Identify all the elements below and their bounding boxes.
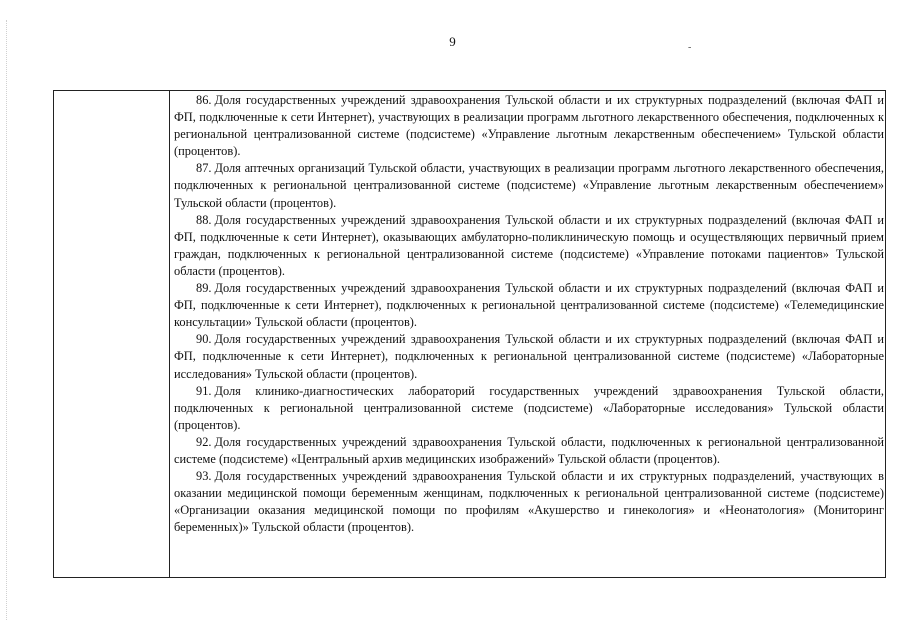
indicators-table <box>53 90 886 578</box>
indicator-paragraph <box>174 160 884 211</box>
indicator-number: 87. <box>196 161 212 176</box>
indicator-number: 91. <box>196 383 212 398</box>
indicator-number: 86. <box>196 93 212 107</box>
indicator-paragraph <box>174 212 884 280</box>
indicator-paragraph <box>174 468 884 536</box>
page-number: 9 <box>449 34 456 49</box>
indicator-text: Доля клинико-диагностических лабораторий государственных учреждений здравоохранения Тульской области, подключенных к региональной централизованной системе (подсистеме) «Лабораторные исследования» Тульской области (процентов). <box>174 383 884 432</box>
indicator-text: Доля государственных учреждений здравоохранения Тульской области, подключенных к региональной централизованной системе (подсистеме) «Центральный архив медицинских изображений» Тульской области (процентов). <box>174 434 884 466</box>
indicator-paragraph <box>174 280 884 331</box>
indicator-paragraph <box>174 434 884 468</box>
indicator-text: Доля государственных учреждений здравоохранения Тульской области и их структурных подразделений, участвующих в оказании медицинской помощи беременным женщинам, подключенных к региональной централизованной системе (подсистеме) «Организации оказания медицинской помощи по профилям «Акушерство и гинекология» и «Неонатология» (Мониторинг беременных)» Тульской области (процентов). <box>174 469 884 535</box>
indicator-number: 89. <box>196 281 212 296</box>
scan-edge-dots <box>6 20 9 620</box>
table-right-cell <box>174 92 884 536</box>
indicator-number: 88. <box>196 212 212 227</box>
indicator-text: Доля аптечных организаций Тульской области, участвующих в реализации программ льготного лекарственного обеспечения, подключенных к региональной централизованной системе (подсистеме) «Управление льготным лекарственным обеспечением» Тульской области (процентов). <box>174 161 884 210</box>
indicator-paragraph <box>174 383 884 434</box>
table-left-cell <box>54 91 170 577</box>
indicator-paragraph <box>174 331 884 382</box>
indicator-paragraph <box>174 92 884 160</box>
indicator-text: Доля государственных учреждений здравоохранения Тульской области и их структурных подразделений (включая ФАП и ФП, подключенные к сети Интернет), подключенных к региональной централизованной системе (подсистеме) «Телемедицинские консультации» Тульской области (процентов). <box>174 281 884 330</box>
indicator-text: Доля государственных учреждений здравоохранения Тульской области и их структурных подразделений (включая ФАП и ФП, подключенные к сети Интернет), оказывающих амбулаторно-поликлиническую помощь и осуществляющих первичный прием граждан, подключенных к региональной централизованной системе (подсистеме) «Управление потоками пациентов» Тульской области (процентов). <box>174 212 884 278</box>
stray-mark: - <box>688 42 692 53</box>
indicator-text: Доля государственных учреждений здравоохранения Тульской области и их структурных подразделений (включая ФАП и ФП, подключенные к сети Интернет), подключенных к региональной централизованной системе (подсистеме) «Лабораторные исследования» Тульской области (процентов). <box>174 332 884 381</box>
indicator-number: 92. <box>196 434 212 449</box>
indicator-text: Доля государственных учреждений здравоохранения Тульской области и их структурных подразделений (включая ФАП и ФП, подключенные к сети Интернет), участвующих в реализации программ льготного лекарственного обеспечения, подключенных к региональной централизованной системе (подсистеме) «Управление льготным лекарственным обеспечением» Тульской области (процентов). <box>174 93 884 159</box>
indicator-number: 90. <box>196 332 212 347</box>
indicator-number: 93. <box>196 469 212 484</box>
